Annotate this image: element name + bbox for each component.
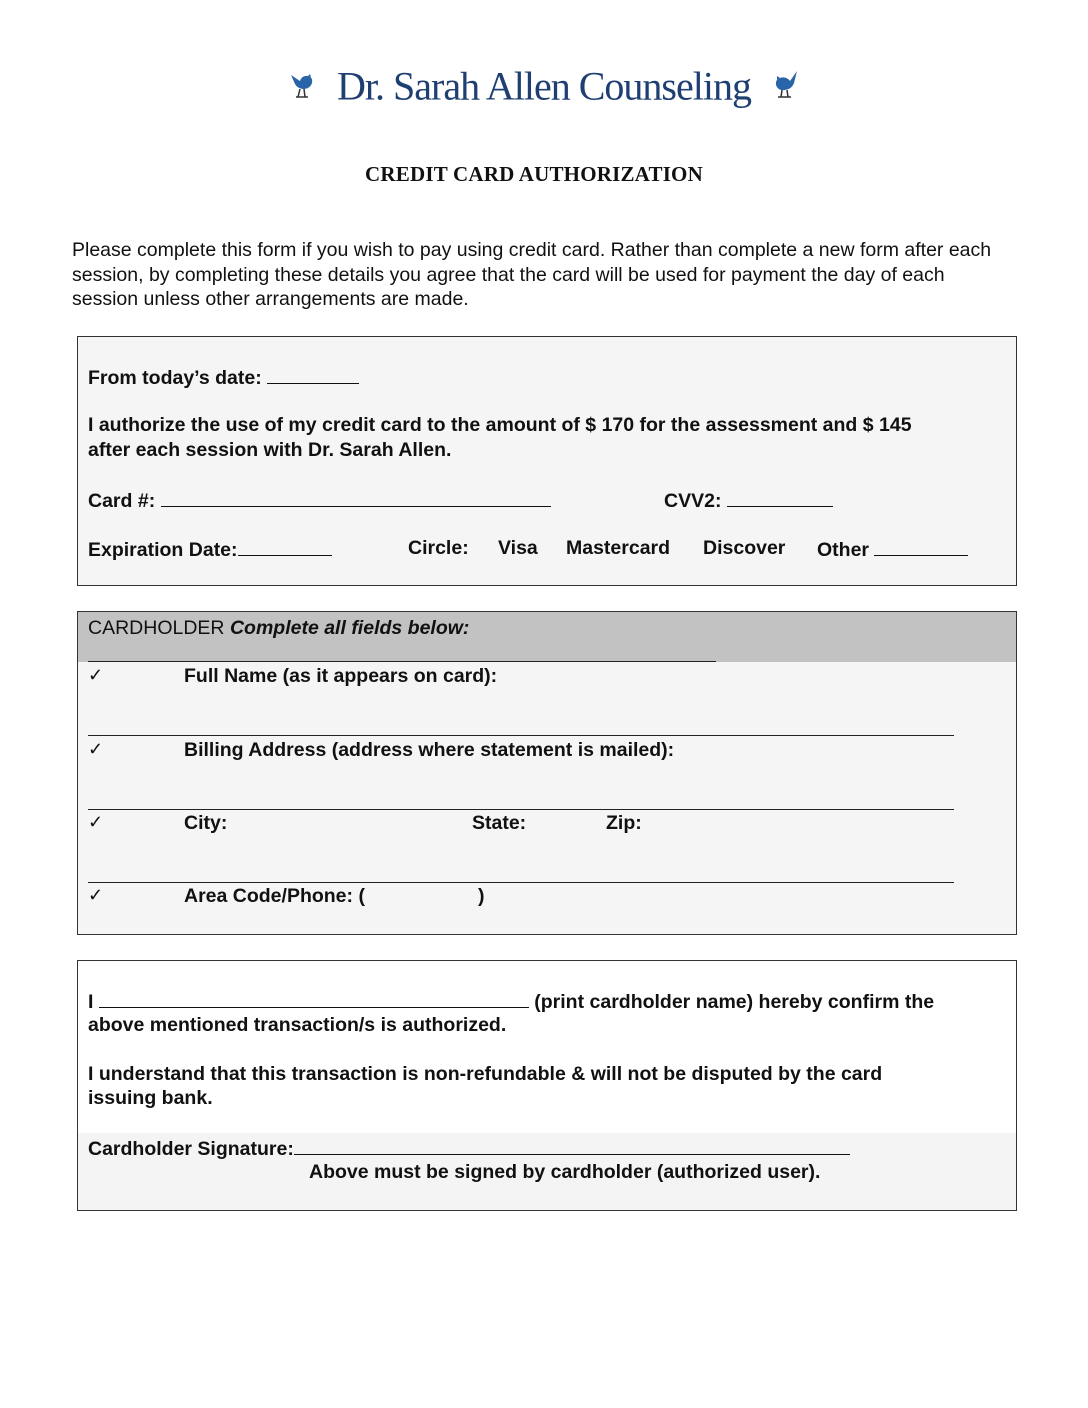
circle-label: Circle: [408,537,469,559]
cvv-label: CVV2: [664,490,722,512]
confirm-row [88,989,934,1014]
cardholder-box [77,611,1017,935]
intro-text: Please complete this form if you wish to pay using credit card. Rather than complete a new form after each session, by completing these details you agree that the card will be used for payment the day of each session unless other arrangements are made. [72,239,992,310]
billing-address-field[interactable] [88,809,954,810]
signature-label: Cardholder Signature: [88,1138,294,1160]
authorize-line-1: I authorize the use of my credit card to the amount of $ 170 for the assessment and $ 145 [88,414,912,436]
card-type-mastercard[interactable]: Mastercard [566,537,671,559]
billing-address-label: Billing Address (address where statement is mailed): [184,739,675,761]
date-row [88,365,359,390]
confirm-line-2: above mentioned transaction/s is authorized. [88,1014,507,1036]
cardholder-header-label: CARDHOLDER [88,617,225,639]
authorize-line-2: after each session with Dr. Sarah Allen. [88,439,452,461]
card-number-row [88,488,551,513]
card-number-field[interactable] [161,488,551,507]
card-type-visa[interactable]: Visa [498,537,538,559]
confirmation-box [77,960,1017,1211]
payment-details-box [77,336,1017,586]
cardholder-instruction: Complete all fields below: [229,617,470,639]
full-name-label: Full Name (as it appears on card): [184,665,498,687]
check-icon: ✓ [88,739,104,759]
bird-icon [766,67,800,105]
city-label: City: [184,812,228,834]
print-name-field[interactable] [99,989,529,1008]
check-icon: ✓ [88,812,104,832]
logo [0,58,1088,109]
date-label: From today’s date: [88,367,262,389]
expiration-field[interactable] [238,537,332,556]
cvv-row [664,488,833,513]
bird-icon [288,67,322,105]
city-state-zip-field[interactable] [88,882,954,883]
card-number-label: Card #: [88,490,156,512]
i-label: I [88,991,94,1013]
date-field[interactable] [267,365,359,384]
form-title: CREDIT CARD AUTHORIZATION [365,162,703,186]
confirm-suffix: (print cardholder name) hereby confirm the [534,991,935,1013]
signature-field[interactable] [294,1136,850,1155]
header-divider [88,661,716,662]
signature-row [88,1136,850,1161]
cvv-field[interactable] [727,488,833,507]
check-icon: ✓ [88,885,104,905]
phone-close-paren: ) [478,885,485,907]
cardholder-header-row [88,617,469,640]
card-type-other-row [817,537,968,562]
other-card-field[interactable] [874,537,968,556]
expiration-label: Expiration Date: [88,539,238,561]
signature-note: Above must be signed by cardholder (authorized user). [309,1161,821,1183]
phone-label: Area Code/Phone: ( [184,885,365,907]
nonrefund-line-2: issuing bank. [88,1087,213,1109]
zip-label: Zip: [606,812,642,834]
full-name-field[interactable] [88,735,954,736]
card-type-other[interactable]: Other [817,539,870,561]
check-icon: ✓ [88,665,104,685]
logo-text: Dr. Sarah Allen Counseling [337,63,751,109]
state-label: State: [472,812,527,834]
card-type-discover[interactable]: Discover [703,537,786,559]
nonrefund-line-1: I understand that this transaction is non-refundable & will not be disputed by the card [88,1063,883,1085]
expiration-row [88,537,332,562]
